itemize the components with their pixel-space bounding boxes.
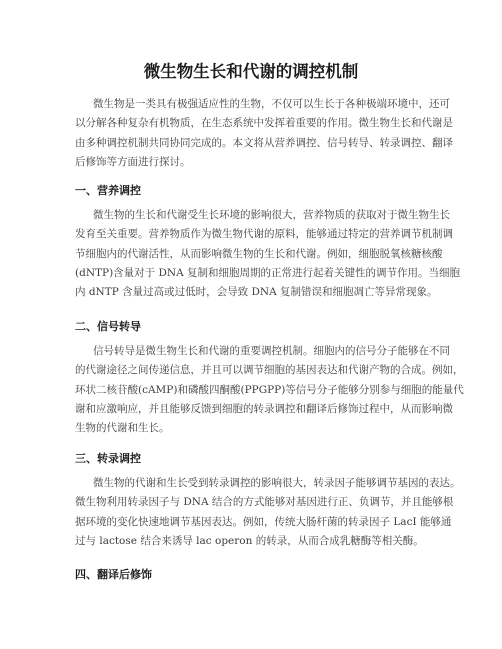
section-heading-nutrition: 一、营养调控	[75, 184, 141, 197]
section-heading-signal: 二、信号转导	[75, 320, 141, 333]
section-heading-ptm: 四、翻译后修饰	[75, 568, 152, 581]
paragraph-line: 微生物利用转录因子与 DNA 结合的方式能够对基因进行正、负调节，并且能够根	[75, 496, 454, 509]
paragraph-line: 微生物的生长和代谢受生长环境的影响很大，营养物质的获取对于微生物生长	[93, 209, 450, 221]
section-paragraph-signal	[75, 342, 464, 438]
page-title: 微生物生长和代谢的调控机制	[143, 62, 359, 81]
section-paragraph-nutrition	[75, 206, 461, 302]
paragraph-line: 微生物是一类具有极强适应性的生物，不仅可以生长于各种极端环境中，还可	[93, 98, 450, 110]
paragraph-line: 的代谢途径之间传递信息，并且可以调节细胞的基因表达和代谢产物的合成。例如，	[75, 364, 464, 377]
paragraph-line: 信号转导是微生物生长和代谢的重要调控机制。细胞内的信号分子能够在不同	[93, 345, 450, 357]
paragraph-line: 环状二核苷酸(cAMP)和磷酸四酮酸(PPGPP)等信号分子能够分别参与细胞的能量代	[75, 383, 464, 396]
section-heading-transcription: 三、转录调控	[75, 452, 141, 465]
paragraph-line: 以分解各种复杂有机物质，在生态系统中发挥着重要的作用。微生物生长和代谢是	[75, 117, 453, 130]
paragraph-line: 内 dNTP 含量过高或过低时，会导致 DNA 复制错误和细胞凋亡等异常现象。	[75, 286, 438, 299]
paragraph-line: 发育至关重要。营养物质作为微生物代谢的原料，能够通过特定的营养调节机制调	[75, 228, 453, 241]
paragraph-line: 后修饰等方面进行探讨。	[75, 155, 191, 168]
paragraph-line: 生物的代谢和生长。	[75, 422, 170, 435]
paragraph-line: (dNTP)含量对于 DNA 复制和细胞周期的正常进行起着关键性的调节作用。当细胞	[75, 266, 461, 279]
paragraph-line: 谢和应激响应，并且能够反馈到细胞的转录调控和翻译后修饰过程中，从而影响微	[75, 402, 453, 415]
paragraph-line: 节细胞内的代谢活性，从而影响微生物的生长和代谢。例如，细胞脱氧核糖核酸	[75, 247, 443, 260]
paragraph-line: 过与 lactose 结合来诱导 lac operon 的转录，从而合成乳糖酶等相关酶。	[75, 534, 424, 547]
paragraph-line: 由多种调控机制共同协同完成的。本文将从营养调控、信号转导、转录调控、翻译	[75, 136, 453, 149]
section-paragraph-transcription	[75, 474, 461, 551]
intro-paragraph	[75, 95, 453, 172]
paragraph-line: 微生物的代谢和生长受到转录调控的影响很大，转录因子能够调节基因的表达。	[93, 477, 461, 489]
paragraph-line: 据环境的变化快速地调节基因表达。例如，传统大肠杆菌的转录因子 LacI 能够通	[75, 515, 452, 528]
